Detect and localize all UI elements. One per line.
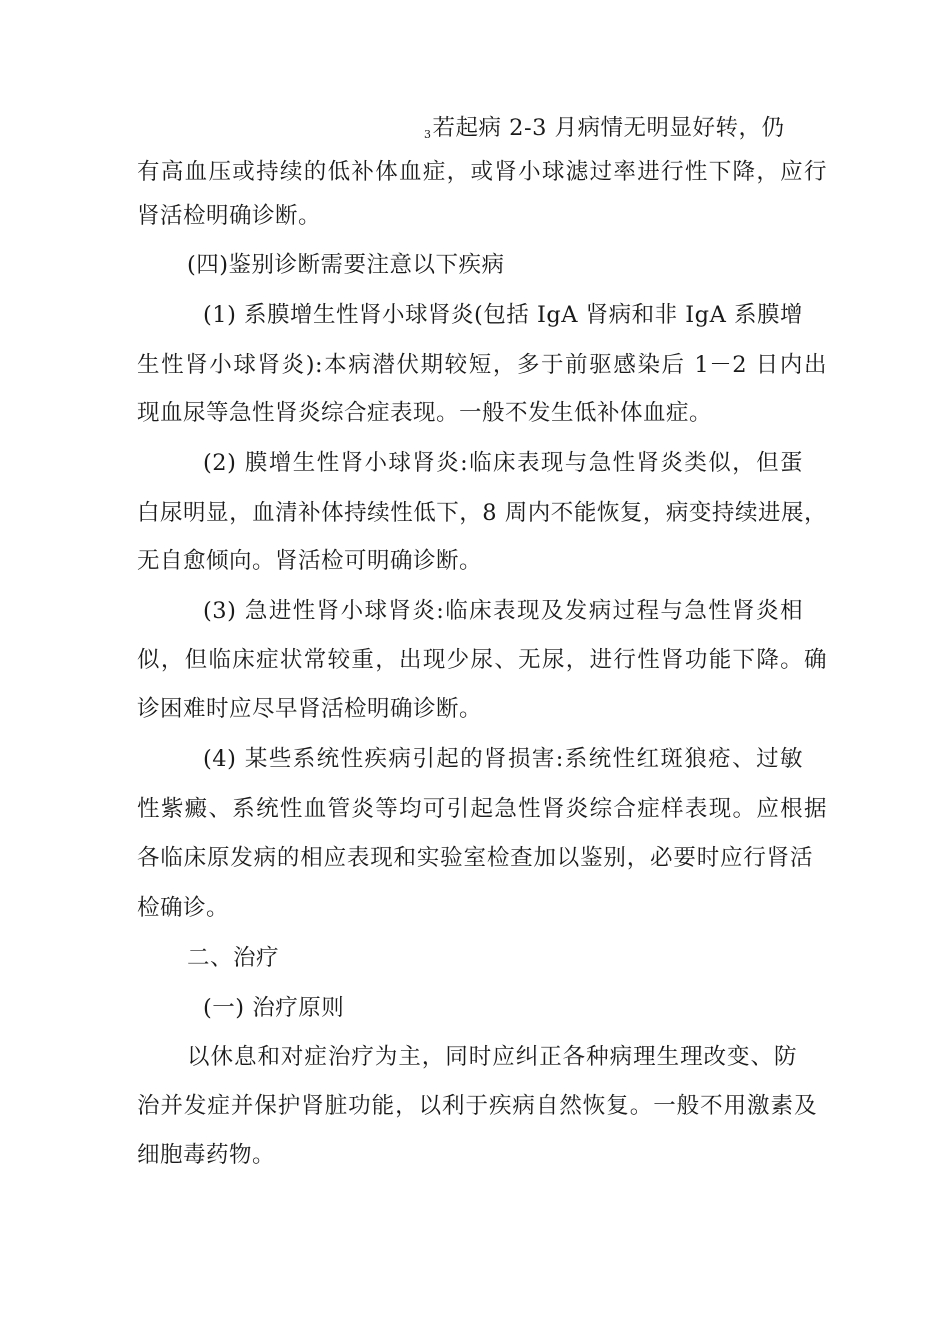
list-item-line: (3) 急进性肾小球肾炎:临床表现及发病过程与急性肾炎相 <box>203 598 803 624</box>
list-item-line: (2) 膜增生性肾小球肾炎:临床表现与急性肾炎类似，但蛋 <box>203 450 803 476</box>
list-item-line: 各临床原发病的相应表现和实验室检查加以鉴别，必要时应行肾活 <box>137 845 813 871</box>
list-item-line: 诊困难时应尽早肾活检明确诊断。 <box>137 696 483 722</box>
paragraph-marker: 3 <box>424 128 432 141</box>
list-item-line: 似，但临床症状常较重，出现少尿、无尿，进行性肾功能下降。确 <box>137 647 827 673</box>
paragraph-line <box>424 113 804 147</box>
paragraph-line: 细胞毒药物。 <box>137 1142 276 1168</box>
list-item-line: 白尿明显，血清补体持续性低下，8 周内不能恢复，病变持续进展， <box>137 500 827 526</box>
list-item-line: 性紫癜、系统性血管炎等均可引起急性肾炎综合症样表现。应根据 <box>137 796 827 822</box>
subsection-heading: (一) 治疗原则 <box>203 995 345 1021</box>
list-item-line: (4) 某些系统性疾病引起的肾损害:系统性红斑狼疮、过敏 <box>203 746 803 772</box>
paragraph-line: 肾活检明确诊断。 <box>137 203 322 229</box>
list-item-line: (1) 系膜增生性肾小球肾炎(包括 IgA 肾病和非 IgA 系膜增 <box>203 302 803 328</box>
list-item-line: 生性肾小球肾炎):本病潜伏期较短，多于前驱感染后 1－2 日内出 <box>137 352 827 378</box>
section-heading: (四)鉴别诊断需要注意以下疾病 <box>187 252 505 278</box>
list-item-line: 检确诊。 <box>137 895 230 921</box>
paragraph-line: 以休息和对症治疗为主，同时应纠正各种病理生理改变、防 <box>187 1044 797 1070</box>
section-heading: 二、治疗 <box>187 945 280 971</box>
list-item-line: 无自愈倾向。肾活检可明确诊断。 <box>137 548 483 574</box>
paragraph-line: 治并发症并保护肾脏功能，以利于疾病自然恢复。一般不用激素及 <box>137 1093 817 1119</box>
line-text: 若起病 2-3 月病情无明显好转，仍 <box>432 115 785 141</box>
paragraph-line: 有高血压或持续的低补体血症，或肾小球滤过率进行性下降，应行 <box>137 159 827 185</box>
list-item-line: 现血尿等急性肾炎综合症表现。一般不发生低补体血症。 <box>137 400 713 426</box>
